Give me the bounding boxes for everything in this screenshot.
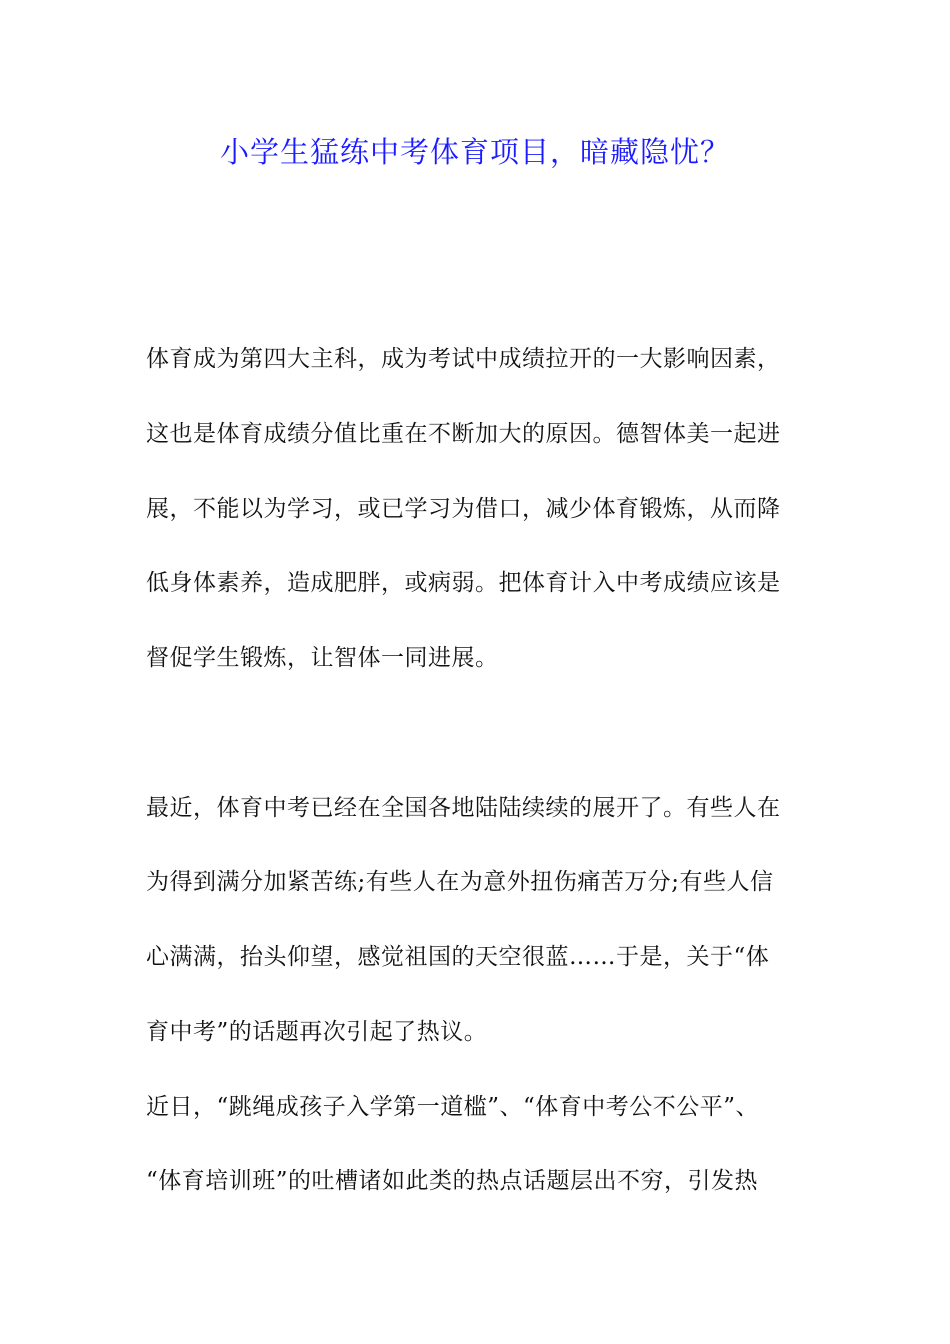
paragraph-3-line-1: 近日，“跳绳成孩子入学第一道槛”、“体育中考公不公平”、 [146, 1094, 760, 1120]
paragraph-1-line-5: 督促学生锻炼，让智体一同进展。 [146, 645, 499, 671]
paragraph-2-line-1: 最近，体育中考已经在全国各地陆陆续续的展开了。有些人在 [146, 795, 781, 821]
paragraph-3-line-2: “体育培训班”的吐槽诸如此类的热点话题层出不穷，引发热 [146, 1168, 759, 1194]
paragraph-2-line-2: 为得到满分加紧苦练;有些人在为意外扭伤痛苦万分;有些人信 [146, 869, 774, 895]
paragraph-1-line-2: 这也是体育成绩分值比重在不断加大的原因。德智体美一起进 [146, 421, 781, 447]
paragraph-2-line-3: 心满满，抬头仰望，感觉祖国的天空很蓝……于是，关于“体 [146, 944, 770, 970]
paragraph-1-line-4: 低身体素养，造成肥胖，或病弱。把体育计入中考成绩应该是 [146, 570, 781, 596]
document-title: 小学生猛练中考体育项目，暗藏隐忧？ [219, 135, 730, 169]
paragraph-2-line-4: 育中考”的话题再次引起了热议。 [146, 1019, 488, 1045]
paragraph-1-line-1: 体育成为第四大主科，成为考试中成绩拉开的一大影响因素， [146, 346, 781, 372]
paragraph-1-line-3: 展，不能以为学习，或已学习为借口，减少体育锻炼，从而降 [146, 496, 781, 522]
